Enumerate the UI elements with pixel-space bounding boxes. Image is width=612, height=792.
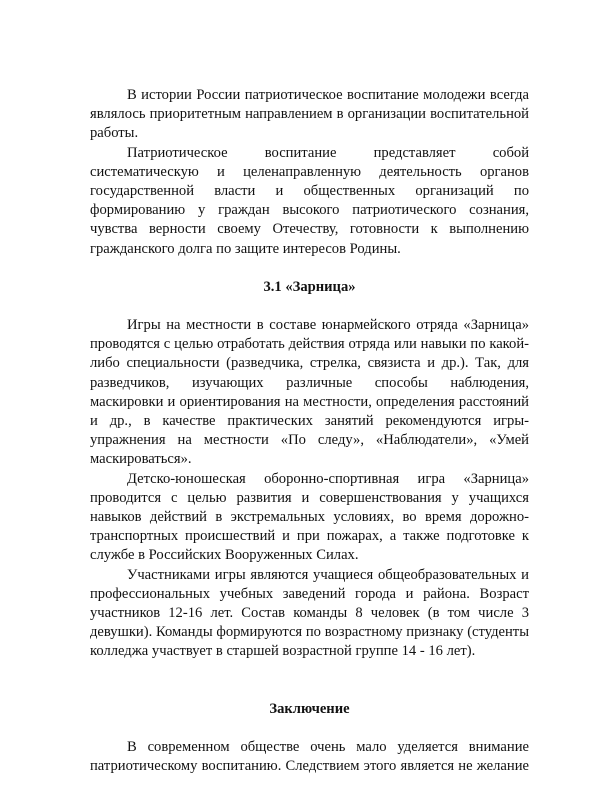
intro-paragraph: В истории России патриотическое воспитание молодежи всегда являлось приоритетным направлением в организации воспитательной работы. [90,87,529,142]
section-paragraph: Игры на местности в составе юнармейского отряда «Зарница» проводятся с целью отработать действия отряда или навыки по какой-либо специальности (разведчика, стрелка, связиста и др.). Так, для разведчиков, изучающих различные способы наблюдения, маскировки и ориентирования на местности, определения расстояний и др., в качестве практических занятий рекомендуются игры-упражнения на местности «По следу», «Наблюдатели», «Умей маскироваться». [90,317,529,468]
section-paragraph: Участниками игры являются учащиеся общеобразовательных и профессиональных учебных заведений города и района. Возраст участников 12-16 лет. Состав команды 8 человек (в том числе 3 девушки). Команды формируются по возрастному признаку (студенты колледжа участвует в старшей возрастной группе 14 - 16 лет). [90,566,529,660]
spacer [90,662,529,700]
conclusion-paragraph: В современном обществе очень мало уделяется внимание патриотическому воспитанию. Следствием этого является не желание [90,738,529,775]
conclusion-heading: Заключение [269,700,350,717]
spacer [90,719,529,738]
intro-paragraph: Патриотическое воспитание представляет собой систематическую и целенаправленную деятельность органов государственной власти и общественных организаций по формированию у граждан высокого патриотического сознания, чувства верности своему Отечеству, готовности к выполнению гражданского долга по защите интересов Родины. [90,144,529,257]
section-heading: 3.1 «Зарница» [263,278,356,295]
document-body [90,86,529,776]
section-paragraph: Детско-юношеская оборонно-спортивная игра «Зарница» проводится с целью развития и совершенствования у учащихся навыков действий в экстремальных условиях, во время дорожно-транспортных происшествий и при пожарах, а также подготовке к службе в Российских Вооруженных Силах. [90,470,529,564]
spacer [90,259,529,278]
spacer [90,297,529,316]
